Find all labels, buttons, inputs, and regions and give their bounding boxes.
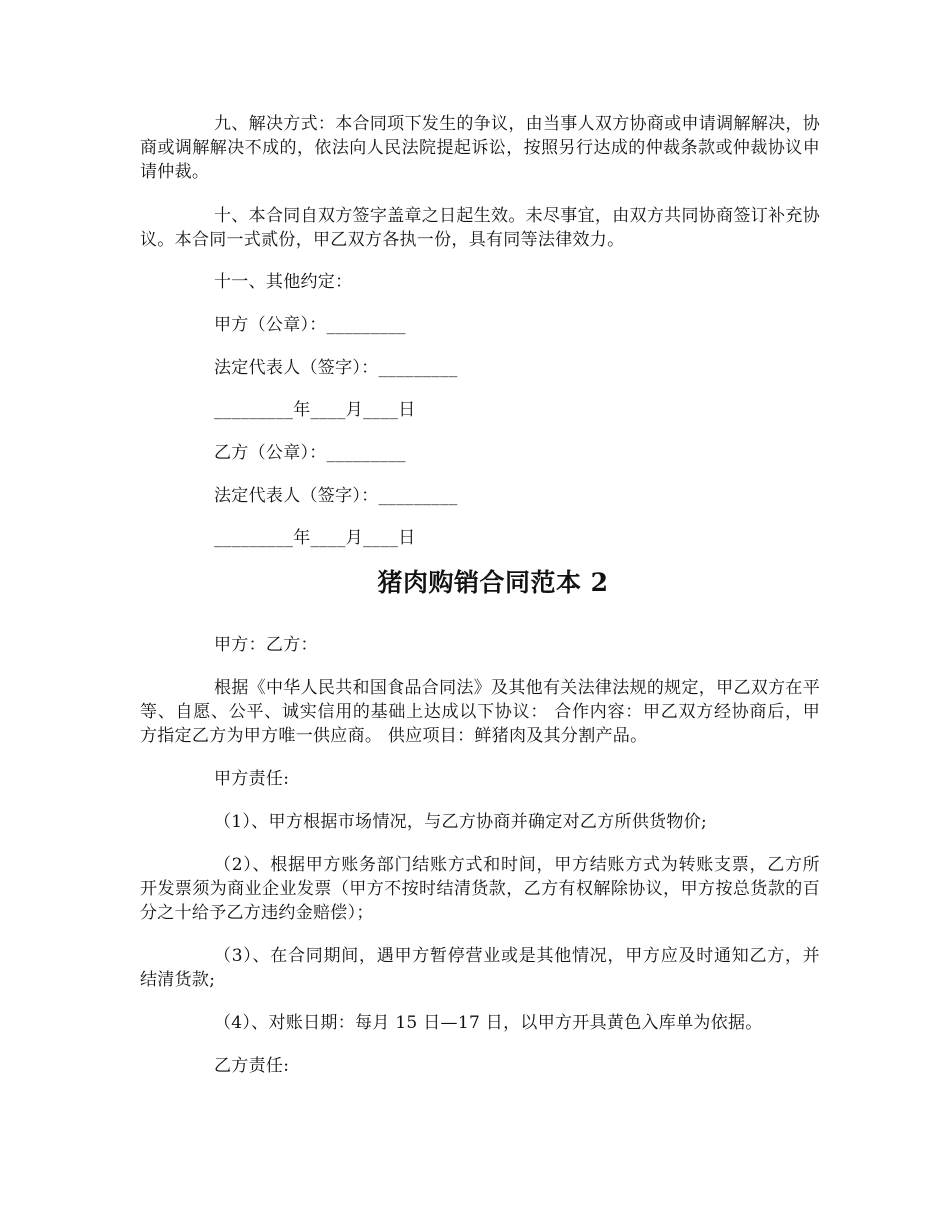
party-b-duty-heading: 乙方责任: — [214, 1056, 290, 1076]
party-a-representative-line: 法定代表人（签字）：_________ — [214, 358, 458, 378]
party-a-duty-heading: 甲方责任: — [214, 769, 290, 789]
party-b-seal-line: 乙方（公章）：_________ — [214, 443, 406, 463]
party-a-duty-2: （2）、根据甲方账务部门结账方式和时间，甲方结账方式为转账支票，乙方所开发票须为商业企业发票（甲方不按时结清货款，乙方有权解除协议，甲方按总货款的百分之十给予乙方违约金赔偿）； — [140, 855, 820, 923]
clause-10-paragraph: 十、本合同自双方签字盖章之日起生效。未尽事宜，由双方共同协商签订补充协议。本合同一式贰份，甲乙双方各执一份，具有同等法律效力。 — [140, 206, 820, 250]
party-a-duty-3: （3）、在合同期间，遇甲方暂停营业或是其他情况，甲方应及时通知乙方，并结清货款; — [140, 946, 820, 990]
intro-paragraph: 根据《中华人民共和国食品合同法》及其他有关法律法规的规定，甲乙双方在平等、自愿、公平、诚实信用的基础上达成以下协议： 合作内容：甲乙双方经协商后，甲方指定乙方为甲方唯一供应商。 供应项目：鲜猪肉及其分割产品。 — [140, 678, 820, 746]
contract-2-title: 猪肉购销合同范本 2 — [377, 568, 609, 597]
party-a-seal-line: 甲方（公章）：_________ — [214, 315, 406, 335]
party-a-duty-1: （1）、甲方根据市场情况，与乙方协商并确定对乙方所供货物价; — [214, 812, 708, 832]
party-a-date-line: _________年____月____日 — [214, 400, 416, 420]
party-b-date-line: _________年____月____日 — [214, 528, 416, 548]
party-a-duty-4: （4）、对账日期：每月 15 日—17 日，以甲方开具黄色入库单为依据。 — [214, 1013, 763, 1033]
parties-line: 甲方：乙方： — [214, 635, 318, 655]
clause-11-heading: 十一、其他约定： — [214, 272, 353, 292]
party-b-representative-line: 法定代表人（签字）：_________ — [214, 486, 458, 506]
clause-9-paragraph: 九、解决方式：本合同项下发生的争议，由当事人双方协商或申请调解解决，协商或调解解决不成的，依法向人民法院提起诉讼，按照另行达成的仲裁条款或仲裁协议申请仲裁。 — [140, 114, 820, 182]
